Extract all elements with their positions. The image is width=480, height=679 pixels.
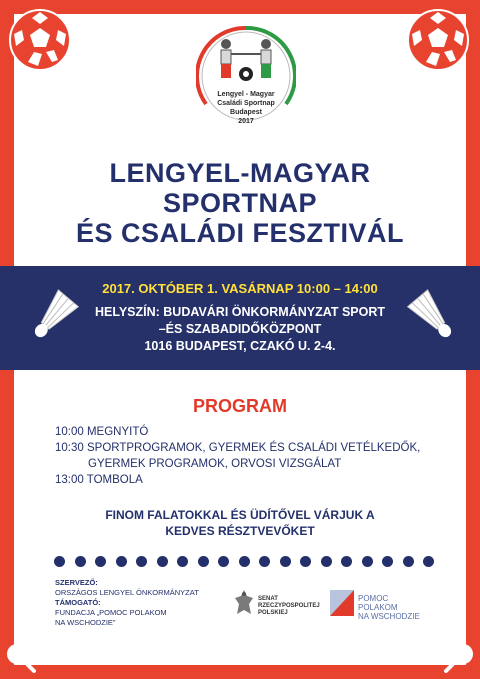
supporter-line-2: NA WSCHODZIE" (55, 618, 116, 627)
senat-logo-text (258, 596, 320, 617)
senat-line-1: SENAT (258, 596, 278, 602)
divider-dot (321, 556, 332, 567)
program-list (55, 424, 465, 488)
program-item: 13:00 TOMBOLA (55, 474, 143, 486)
senat-eagle-icon (233, 588, 255, 620)
venue-line-2: –ÉS SZABADIDŐKÖZPONT (158, 322, 322, 336)
closing-line-2: KEDVES RÉSZTVEVŐKET (165, 524, 315, 538)
poster-title (14, 158, 466, 248)
divider-dot (198, 556, 209, 567)
title-line-1: LENGYEL-MAGYAR (109, 158, 371, 188)
program-item: 10:00 MEGNYITÓ (55, 426, 149, 438)
organizer-label: SZERVEZŐ: (55, 578, 98, 587)
divider-dot (341, 556, 352, 567)
pomoc-line-2: POLAKOM (358, 603, 398, 612)
senat-line-3: POLSKIEJ (258, 610, 288, 616)
logo-line-2: Családi Sportnap (217, 100, 275, 107)
pomoc-logo-icon (330, 590, 354, 616)
program-item: 10:30 SPORTPROGRAMOK, GYERMEK ÉS CSALÁDI VETÉLKEDŐK, (55, 442, 421, 454)
program-heading: PROGRAM (193, 396, 287, 416)
closing-line-1: FINOM FALATOKKAL ÉS ÜDÍTŐVEL VÁRJUK A (105, 508, 375, 522)
ping-pong-paddle-icon-right (442, 641, 476, 675)
soccer-ball-icon-left (8, 8, 72, 72)
logo-line-3: Budapest (230, 109, 262, 116)
divider-dot (300, 556, 311, 567)
logo-line-4: 2017 (238, 118, 254, 125)
event-logo (196, 22, 296, 142)
pomoc-logo-text (358, 594, 420, 621)
supporter-label: TÁMOGATÓ: (55, 598, 101, 607)
divider-dot (136, 556, 147, 567)
title-line-2: SPORTNAP (162, 188, 318, 218)
divider-dot (239, 556, 250, 567)
venue-line-3: 1016 BUDAPEST, CZAKÓ U. 2-4. (144, 339, 336, 353)
divider-dot (259, 556, 270, 567)
divider-dot (403, 556, 414, 567)
divider-dot (116, 556, 127, 567)
shuttlecock-icon-right (400, 284, 470, 354)
title-line-3: ÉS CSALÁDI FESZTIVÁL (75, 218, 404, 248)
shuttlecock-icon-left (16, 284, 86, 354)
soccer-ball-icon-right (406, 8, 470, 72)
senat-line-2: RZECZYPOSPOLITEJ (258, 603, 320, 609)
logo-text (196, 90, 296, 126)
divider-dot (54, 556, 65, 567)
dot-divider (54, 556, 434, 568)
divider-dot (75, 556, 86, 567)
pomoc-line-3: NA WSCHODZIE (358, 612, 420, 621)
divider-dot (177, 556, 188, 567)
divider-dot (280, 556, 291, 567)
logo-line-1: Lengyel - Magyar (217, 91, 275, 98)
ping-pong-paddle-icon-left (4, 641, 38, 675)
organizer-name: ORSZÁGOS LENGYEL ÖNKORMÁNYZAT (55, 588, 199, 597)
divider-dot (218, 556, 229, 567)
organizers-block (55, 578, 199, 628)
divider-dot (423, 556, 434, 567)
event-date: 2017. OKTÓBER 1. VASÁRNAP 10:00 – 14:00 (102, 281, 378, 296)
divider-dot (157, 556, 168, 567)
program-item: GYERMEK PROGRAMOK, ORVOSI VIZSGÁLAT (88, 458, 342, 470)
closing-message (14, 507, 466, 539)
divider-dot (382, 556, 393, 567)
divider-dot (95, 556, 106, 567)
supporter-line-1: FUNDACJA „POMOC POLAKOM (55, 608, 167, 617)
pomoc-line-1: POMOC (358, 594, 389, 603)
venue-line-1: HELYSZÍN: BUDAVÁRI ÖNKORMÁNYZAT SPORT (94, 305, 386, 319)
divider-dot (362, 556, 373, 567)
